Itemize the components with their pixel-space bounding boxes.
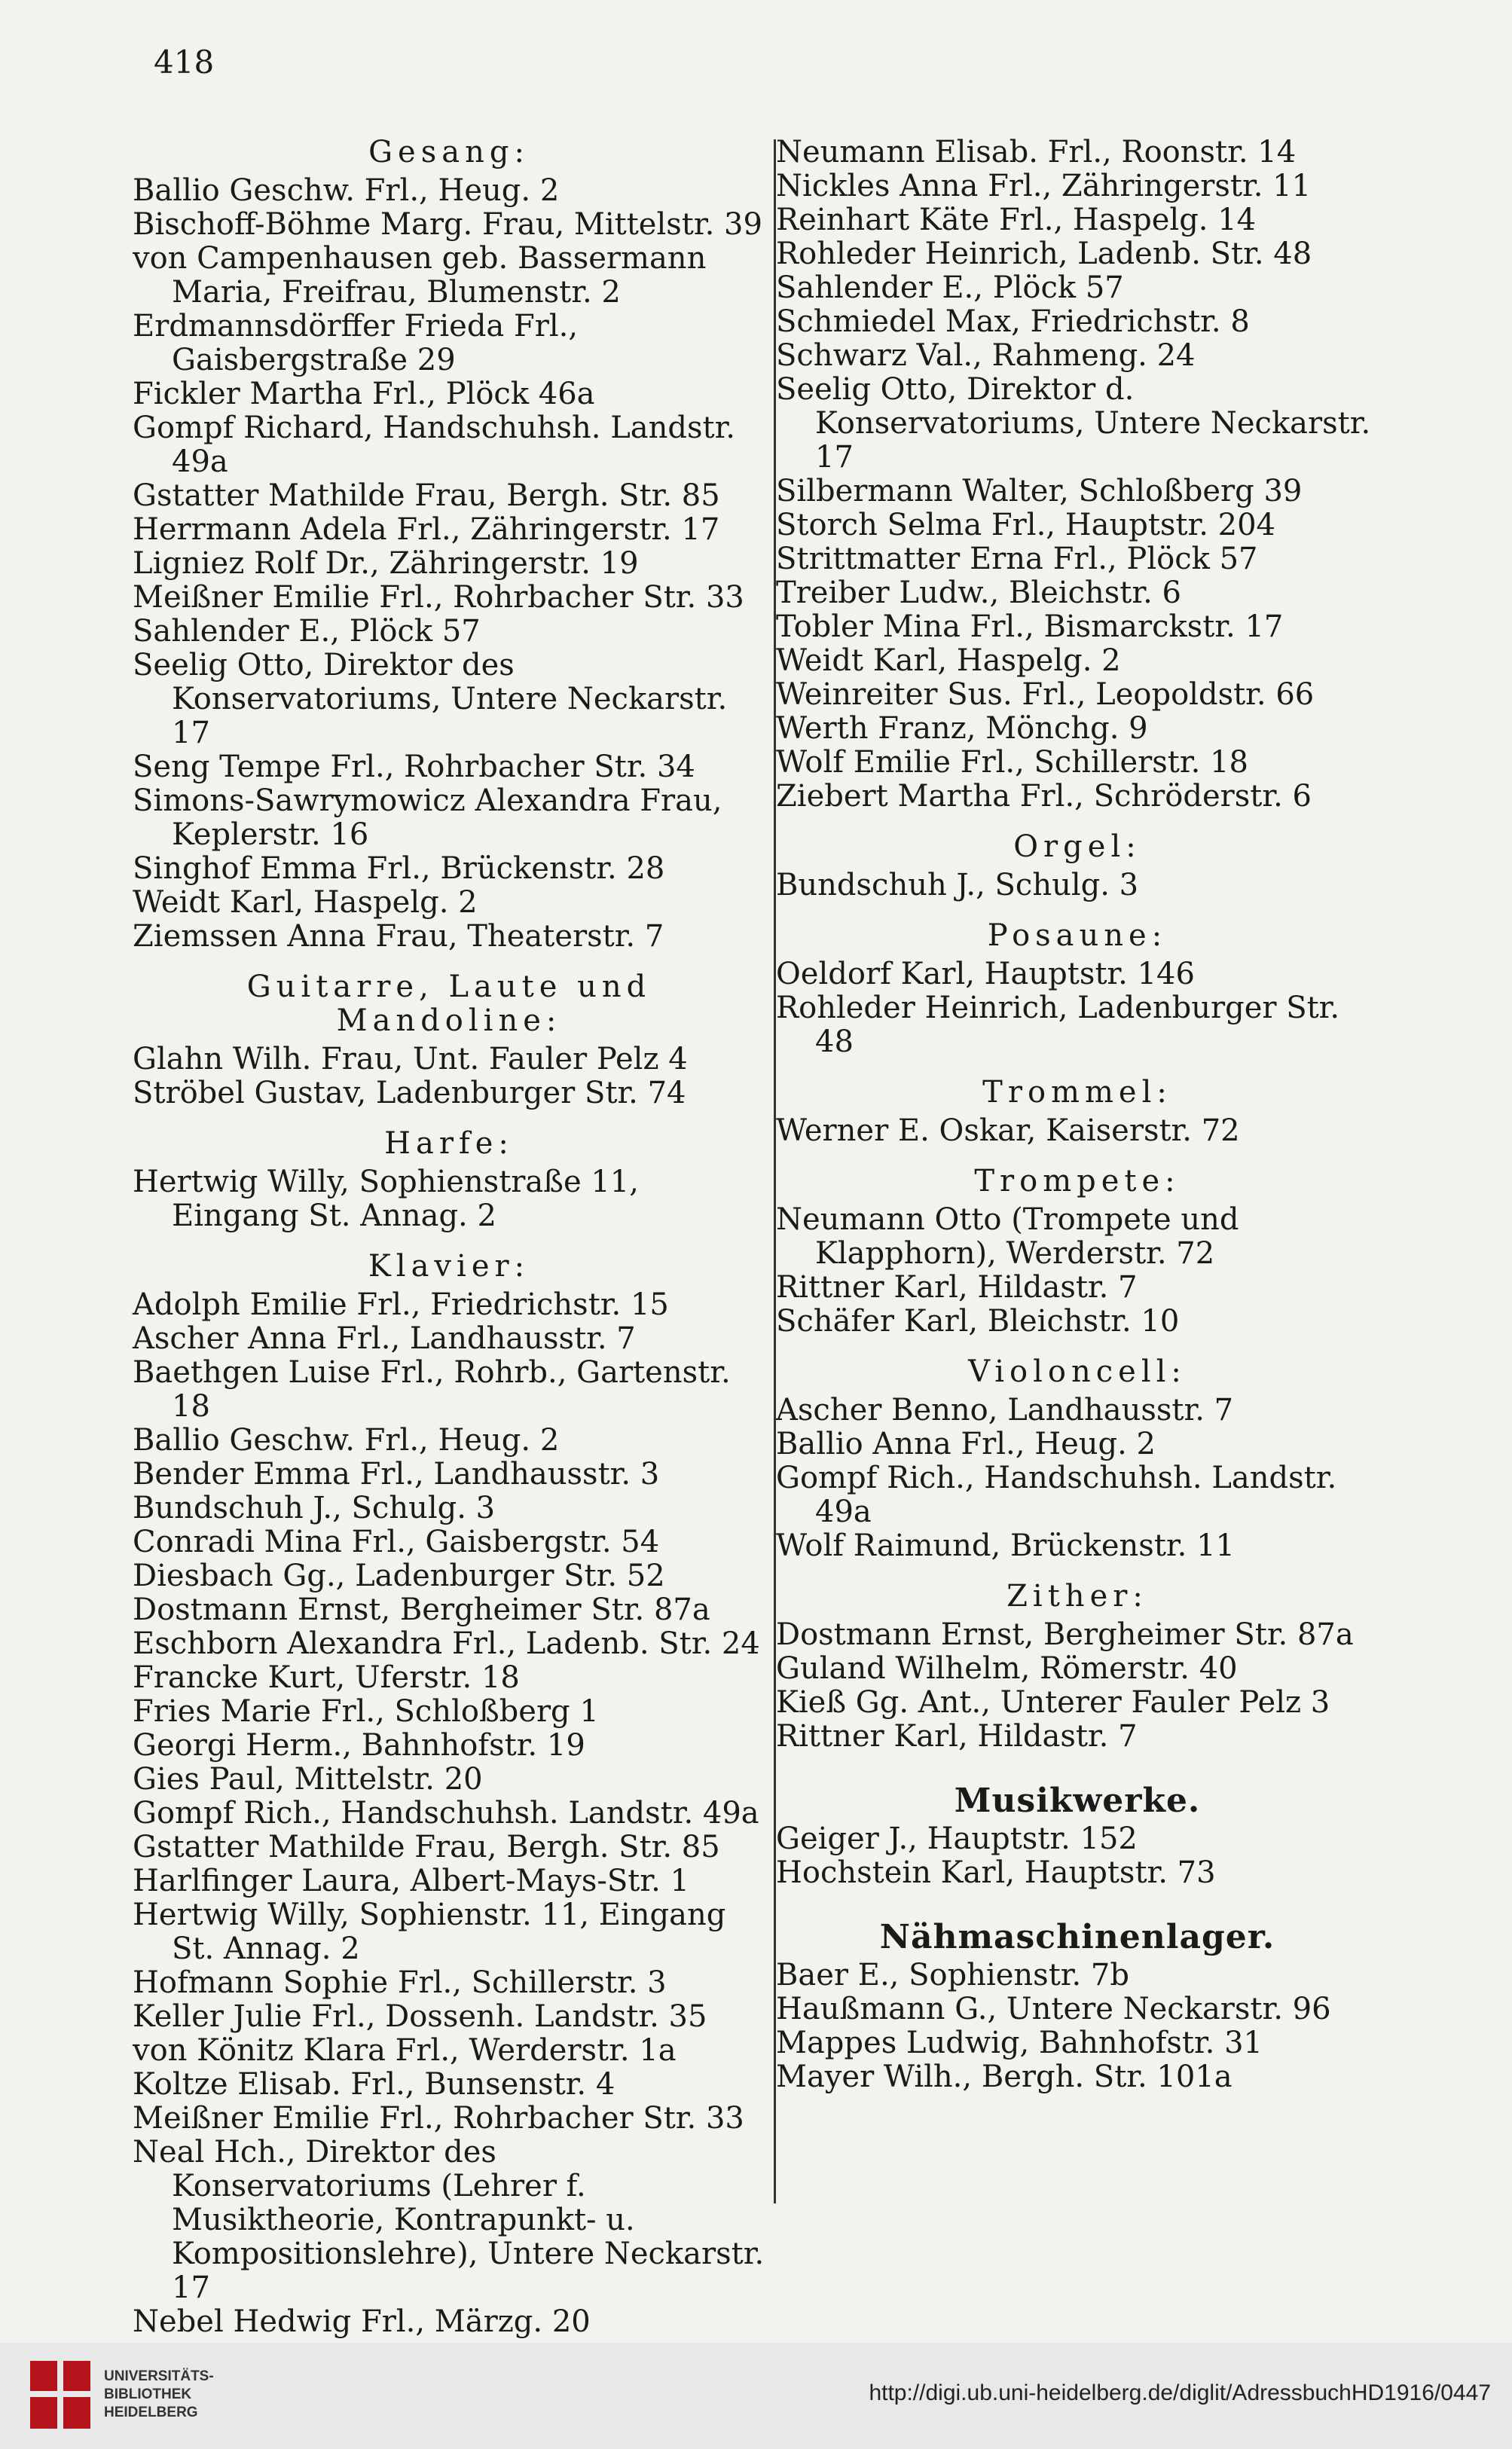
directory-entry: Dostmann Ernst, Bergheimer Str. 87a (776, 1617, 1354, 1652)
directory-entry: Meißner Emilie Frl., Rohrbacher Str. 33 (133, 2101, 744, 2136)
directory-entry: Hertwig Willy, Sophienstr. 11, Eingang St. Annag. 2 (133, 1898, 726, 1966)
directory-entry: Neumann Elisab. Frl., Roonstr. 14 (776, 135, 1297, 169)
directory-entry: Francke Kurt, Uferstr. 18 (133, 1660, 520, 1695)
directory-entry: Weinreiter Sus. Frl., Leopoldstr. 66 (776, 677, 1315, 712)
directory-entry: Wolf Raimund, Brückenstr. 11 (776, 1528, 1235, 1563)
directory-entry: Fickler Martha Frl., Plöck 46a (133, 377, 595, 411)
directory-entry: Schäfer Karl, Bleichstr. 10 (776, 1304, 1180, 1339)
directory-entry: Eschborn Alexandra Frl., Ladenb. Str. 24 (133, 1626, 760, 1661)
directory-entry: Ballio Geschw. Frl., Heug. 2 (133, 173, 560, 208)
footer-bar (0, 2343, 1512, 2449)
section-heading: Klavier: (368, 1249, 530, 1284)
directory-entry: Storch Selma Frl., Hauptstr. 204 (776, 508, 1276, 542)
section-heading: Violoncell: (968, 1354, 1187, 1389)
directory-entry: Schwarz Val., Rahmeng. 24 (776, 338, 1196, 373)
directory-entry: Erdmannsdörffer Frieda Frl., Gaisbergstraße 29 (133, 309, 579, 377)
source-url-link[interactable]: http://digi.ub.uni-heidelberg.de/diglit/AdressbuchHD1916/0447 (869, 2380, 1491, 2405)
directory-entry: Reinhart Käte Frl., Haspelg. 14 (776, 203, 1257, 237)
section-heading: Musikwerke. (954, 1782, 1201, 1820)
directory-entry: Hofmann Sophie Frl., Schillerstr. 3 (133, 1965, 667, 2000)
directory-entry: Ascher Anna Frl., Landhausstr. 7 (133, 1321, 636, 1356)
directory-entry: Bender Emma Frl., Landhausstr. 3 (133, 1457, 660, 1492)
directory-entry: Rohleder Heinrich, Ladenb. Str. 48 (776, 237, 1312, 271)
section-heading: Guitarre, Laute und Mandoline: (246, 970, 652, 1038)
page-number: 418 (154, 44, 215, 81)
section-heading: Nähmaschinenlager. (879, 1918, 1275, 1956)
directory-entry: Harlfinger Laura, Albert-Mays-Str. 1 (133, 1864, 689, 1898)
directory-entry: Bundschuh J., Schulg. 3 (776, 868, 1139, 902)
directory-entry: Mappes Ludwig, Bahnhofstr. 31 (776, 2026, 1263, 2060)
directory-entry: Dostmann Ernst, Bergheimer Str. 87a (133, 1592, 710, 1627)
directory-entry: Baer E., Sophienstr. 7b (776, 1958, 1129, 1992)
directory-entry: Ziebert Martha Frl., Schröderstr. 6 (776, 779, 1312, 814)
directory-entry: Adolph Emilie Frl., Friedrichstr. 15 (133, 1287, 669, 1322)
directory-entry: Schmiedel Max, Friedrichstr. 8 (776, 304, 1250, 339)
directory-entry: Gompf Rich., Handschuhsh. Landstr. 49a (776, 1461, 1337, 1529)
directory-entry: Rittner Karl, Hildastr. 7 (776, 1719, 1138, 1754)
directory-entry: Nebel Hedwig Frl., Märzg. 20 (133, 2304, 591, 2339)
directory-entry: Rittner Karl, Hildastr. 7 (776, 1270, 1138, 1305)
directory-entry: Guland Wilhelm, Römerstr. 40 (776, 1651, 1238, 1686)
logo-line-3: HEIDELBERG (104, 2405, 198, 2420)
directory-entry: Sahlender E., Plöck 57 (133, 614, 481, 649)
directory-entry: Bischoff-Böhme Marg. Frau, Mittelstr. 39 (133, 207, 762, 242)
directory-entry: Ströbel Gustav, Ladenburger Str. 74 (133, 1076, 686, 1110)
section-heading: Zither: (1006, 1579, 1148, 1614)
directory-entry: Neal Hch., Direktor des Konservatoriums (Lehrer f. Musiktheorie, Kontrapunkt- u. Kompositionslehre), Untere Neckarstr. 17 (133, 2135, 765, 2305)
directory-entry: Hertwig Willy, Sophienstraße 11, Eingang St. Annag. 2 (133, 1165, 639, 1233)
directory-entry: Werth Franz, Mönchg. 9 (776, 711, 1148, 746)
directory-entry: Mayer Wilh., Bergh. Str. 101a (776, 2060, 1233, 2094)
directory-entry: Silbermann Walter, Schloßberg 39 (776, 474, 1303, 508)
directory-entry: Tobler Mina Frl., Bismarckstr. 17 (776, 609, 1284, 644)
library-logo[interactable] (30, 2361, 214, 2429)
directory-entry: Weidt Karl, Haspelg. 2 (133, 885, 478, 920)
directory-entry: Strittmatter Erna Frl., Plöck 57 (776, 542, 1258, 576)
directory-entry: Fries Marie Frl., Schloßberg 1 (133, 1694, 599, 1729)
directory-entry: Geiger J., Hauptstr. 152 (776, 1821, 1138, 1856)
directory-entry: Conradi Mina Frl., Gaisbergstr. 54 (133, 1525, 660, 1559)
directory-entry: Hochstein Karl, Hauptstr. 73 (776, 1855, 1216, 1890)
directory-entry: Oeldorf Karl, Hauptstr. 146 (776, 957, 1195, 991)
directory-entry: Neumann Otto (Trompete und Klapphorn), Werderstr. 72 (776, 1202, 1239, 1271)
directory-entry: Bundschuh J., Schulg. 3 (133, 1491, 496, 1525)
section-heading: Trompete: (974, 1164, 1181, 1199)
directory-entry: Wolf Emilie Frl., Schillerstr. 18 (776, 745, 1248, 780)
section-heading: Posaune: (987, 918, 1168, 953)
directory-entry: Nickles Anna Frl., Zähringerstr. 11 (776, 169, 1312, 203)
directory-entry: Seelig Otto, Direktor d. Konservatoriums, Untere Neckarstr. 17 (776, 372, 1371, 475)
directory-entry: von Campenhausen geb. Bassermann Maria, Freifrau, Blumenstr. 2 (133, 241, 707, 310)
directory-entry: Georgi Herm., Bahnhofstr. 19 (133, 1728, 585, 1763)
directory-entry: Keller Julie Frl., Dossenh. Landstr. 35 (133, 1999, 707, 2034)
directory-entry: Simons-Sawrymowicz Alexandra Frau, Keplerstr. 16 (133, 783, 722, 852)
section-heading: Harfe: (384, 1126, 514, 1161)
section-heading: Gesang: (368, 135, 530, 169)
directory-entry: Werner E. Oskar, Kaiserstr. 72 (776, 1113, 1240, 1148)
directory-entry: Gies Paul, Mittelstr. 20 (133, 1762, 483, 1797)
logo-line-2: BIBLIOTHEK (104, 2386, 192, 2402)
right-column (776, 136, 1379, 2094)
directory-entry: Gstatter Mathilde Frau, Bergh. Str. 85 (133, 1830, 720, 1864)
directory-entry: Glahn Wilh. Frau, Unt. Fauler Pelz 4 (133, 1042, 688, 1076)
directory-entry: Ligniez Rolf Dr., Zähringerstr. 19 (133, 546, 639, 581)
directory-entry: Sahlender E., Plöck 57 (776, 270, 1124, 305)
directory-entry: Rohleder Heinrich, Ladenburger Str. 48 (776, 991, 1340, 1059)
library-seal-icon (30, 2361, 90, 2429)
directory-entry: Meißner Emilie Frl., Rohrbacher Str. 33 (133, 580, 744, 615)
section-heading: Trommel: (982, 1075, 1172, 1110)
directory-entry: Ascher Benno, Landhausstr. 7 (776, 1393, 1234, 1428)
directory-entry: Ballio Geschw. Frl., Heug. 2 (133, 1423, 560, 1458)
directory-entry: Haußmann G., Untere Neckarstr. 96 (776, 1992, 1331, 2026)
directory-entry: Kieß Gg. Ant., Unterer Fauler Pelz 3 (776, 1685, 1330, 1720)
directory-entry: Treiber Ludw., Bleichstr. 6 (776, 576, 1181, 610)
directory-entry: Herrmann Adela Frl., Zähringerstr. 17 (133, 512, 720, 547)
left-column (133, 136, 765, 2339)
logo-line-1: UNIVERSITÄTS- (104, 2368, 214, 2384)
directory-entry: Singhof Emma Frl., Brückenstr. 28 (133, 851, 665, 886)
directory-entry: von Könitz Klara Frl., Werderstr. 1a (133, 2033, 677, 2068)
directory-entry: Ballio Anna Frl., Heug. 2 (776, 1427, 1156, 1461)
section-heading: Orgel: (1013, 829, 1141, 864)
directory-entry: Ziemssen Anna Frau, Theaterstr. 7 (133, 919, 664, 954)
directory-entry: Gompf Richard, Handschuhsh. Landstr. 49a (133, 411, 736, 479)
directory-entry: Gstatter Mathilde Frau, Bergh. Str. 85 (133, 478, 720, 513)
directory-entry: Diesbach Gg., Ladenburger Str. 52 (133, 1559, 665, 1593)
directory-entry: Seng Tempe Frl., Rohrbacher Str. 34 (133, 750, 695, 784)
directory-entry: Koltze Elisab. Frl., Bunsenstr. 4 (133, 2067, 615, 2102)
directory-entry: Baethgen Luise Frl., Rohrb., Gartenstr. 18 (133, 1355, 731, 1424)
directory-entry: Seelig Otto, Direktor des Konservatoriums, Untere Neckarstr. 17 (133, 648, 728, 750)
directory-entry: Weidt Karl, Haspelg. 2 (776, 643, 1121, 678)
directory-entry: Gompf Rich., Handschuhsh. Landstr. 49a (133, 1796, 759, 1831)
